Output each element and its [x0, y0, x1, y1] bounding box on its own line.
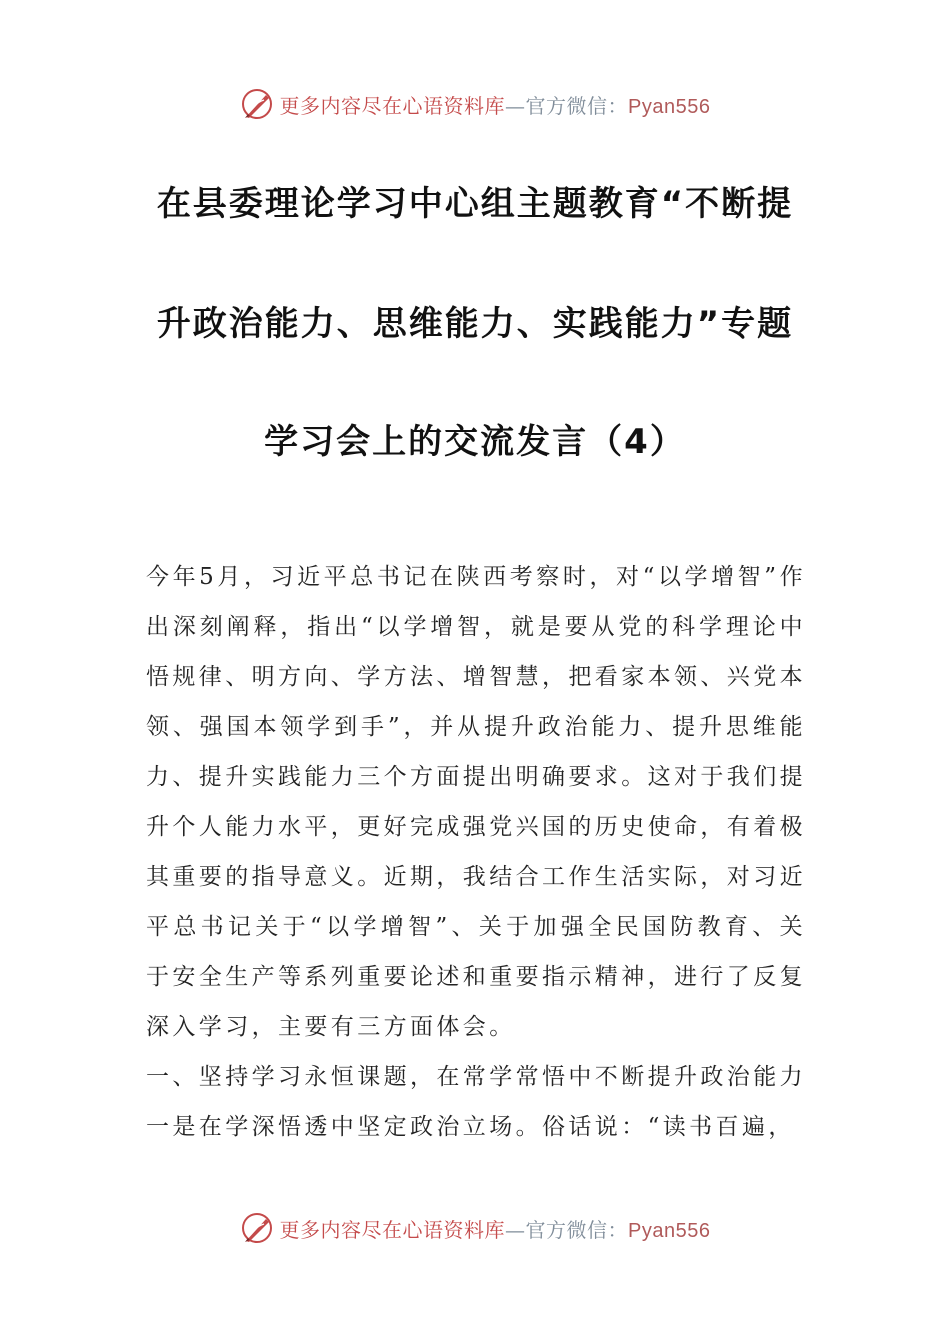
pen-logo-icon: [240, 87, 274, 121]
watermark-text: 更多内容尽在心语资料库—官方微信：Pyan556: [279, 1217, 711, 1242]
section-heading-1: 一、坚持学习永恒课题，在常学常悟中不断提升政治能力: [146, 1064, 806, 1090]
document-title-line-3: 学习会上的交流发言（4）: [264, 422, 686, 462]
footer-watermark-banner: [0, 1210, 950, 1246]
body-paragraph-intro: 今年5月，习近平总书记在陕西考察时，对“以学增智”作出深刻阐释，指出“以学增智，就是要从党的科学理论中悟规律、明方向、学方法、增智慧，把看家本领、兴党本领、强国本领学到手”，并从提升政治能力、提升思维能力、提升实践能力三个方面提出明确要求。这对于我们提升个人能力水平，更好完成强党兴国的历史使命，有着极其重要的指导意义。近期，我结合工作生活实际，对习近平总书记关于“以学增智”、关于加强全民国防教育、关于安全生产等系列重要论述和重要指示精神，进行了反复深入学习，主要有三方面体会。: [146, 564, 806, 1040]
document-body: [146, 552, 806, 1152]
watermark-text: 更多内容尽在心语资料库—官方微信：Pyan556: [279, 93, 711, 118]
document-title-line-2: 升政治能力、思维能力、实践能力”专题: [156, 304, 794, 344]
header-watermark-banner: [0, 86, 950, 122]
pen-logo-icon: [240, 1211, 274, 1245]
document-title-line-1: 在县委理论学习中心组主题教育“不断提: [156, 184, 794, 224]
body-paragraph-point-1: 一是在学深悟透中坚定政治立场。俗话说：“读书百遍，: [146, 1114, 795, 1140]
